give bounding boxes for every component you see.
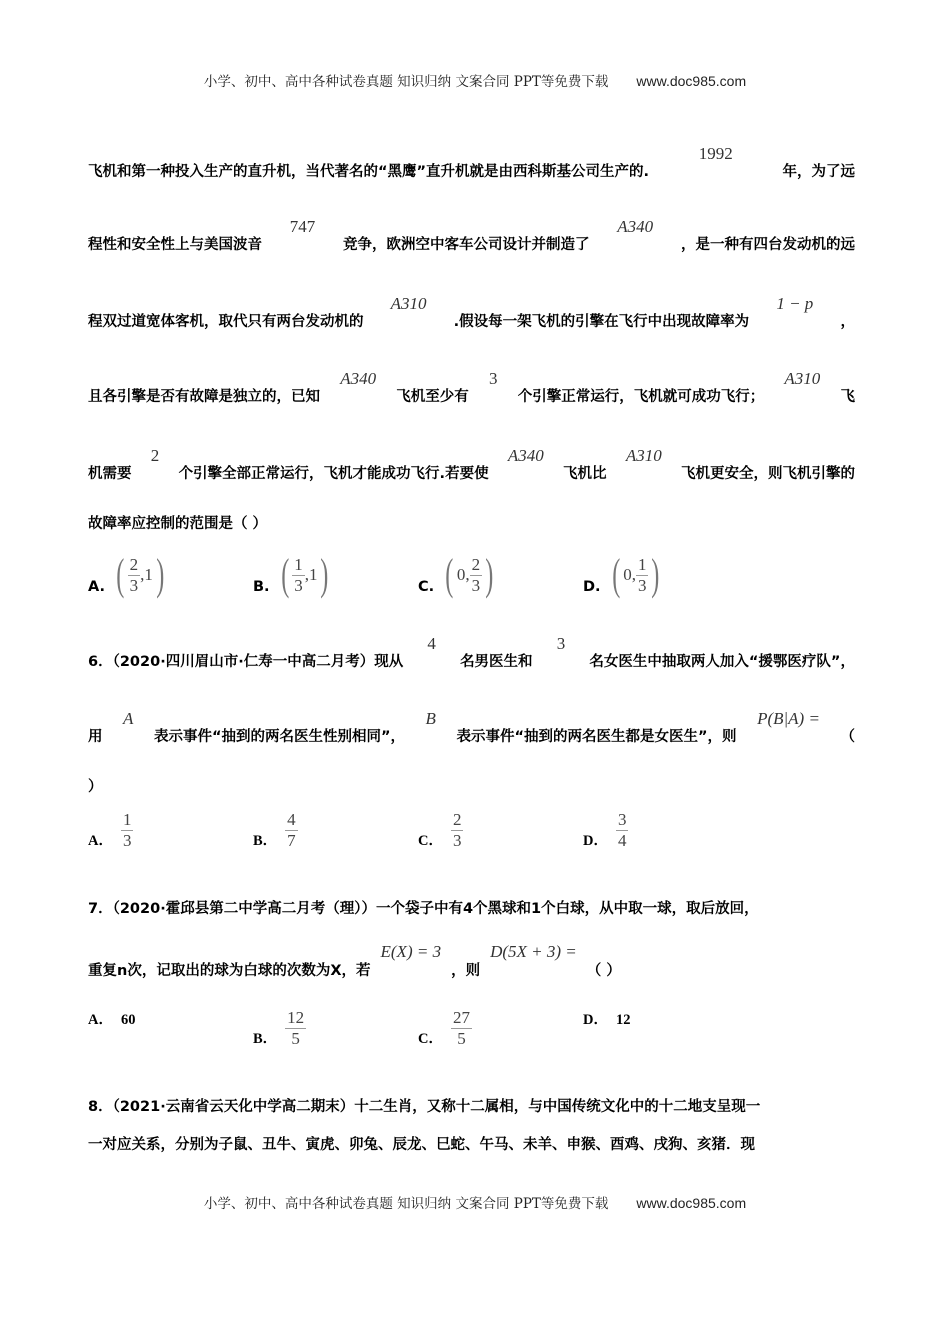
option-label: D． bbox=[583, 833, 608, 849]
text-segment: 飞机至少有 bbox=[396, 389, 469, 405]
answer-option[interactable] bbox=[88, 550, 168, 599]
denominator: 3 bbox=[129, 576, 139, 595]
text-segment: 表示事件“抽到的两名医生都是女医生”，则 bbox=[456, 729, 737, 745]
text-segment: 名男医生和 bbox=[460, 654, 533, 670]
math-expression: A340 bbox=[617, 217, 654, 236]
numerator: 4 bbox=[287, 810, 296, 829]
denominator: 3 bbox=[471, 576, 481, 595]
math-expression: 1992 bbox=[698, 144, 733, 163]
option-value: 12 bbox=[615, 1012, 631, 1028]
text-line bbox=[88, 1135, 855, 1155]
math-expression: B bbox=[425, 709, 436, 728]
page-footer bbox=[0, 1192, 950, 1212]
header-text: 小学、初中、高中各种试卷真题 知识归纳 文案合同 PPT等免费下载 bbox=[203, 74, 609, 90]
numerator: 2 bbox=[129, 555, 139, 574]
numerator: 1 bbox=[122, 810, 132, 829]
text-segment: 竞争，欧洲空中客车公司设计并制造了 bbox=[343, 237, 590, 253]
text-segment: 个引擎正常运行，飞机就可成功飞行； bbox=[517, 389, 765, 405]
text-segment: 飞机和第一种投入生产的直升机，当代著名的“黑鹰”直升机就是由西科斯基公司生产的. bbox=[88, 164, 650, 180]
option-label: B． bbox=[253, 833, 278, 849]
denominator: 5 bbox=[457, 1029, 466, 1048]
fraction bbox=[285, 810, 298, 850]
math-expression: P(B|A) = bbox=[757, 709, 820, 728]
interval-left: 0, bbox=[623, 565, 636, 584]
text-segment: 7．（2020·霍邱县第二中学高二月考（理））一个袋子中有4个黑球和1个白球，从中取一球，取后放回， bbox=[88, 901, 759, 917]
text-segment: 且各引擎是否有故障是独立的，已知 bbox=[88, 389, 320, 405]
text-segment: 飞机比 bbox=[563, 466, 607, 482]
answer-option[interactable] bbox=[583, 1008, 630, 1029]
answer-option[interactable] bbox=[418, 810, 463, 850]
math-expression: 3 bbox=[489, 369, 498, 388]
interval-expression bbox=[113, 550, 168, 599]
right-paren: ) bbox=[320, 550, 329, 599]
denominator: 3 bbox=[122, 831, 132, 850]
fraction bbox=[636, 555, 649, 595]
right-paren: ) bbox=[485, 550, 494, 599]
answer-option[interactable] bbox=[418, 550, 497, 599]
text-line bbox=[88, 1097, 855, 1117]
math-expression: A340 bbox=[340, 369, 377, 388]
option-label: A． bbox=[88, 1012, 113, 1028]
text-segment: 程双过道宽体客机，取代只有两台发动机的 bbox=[88, 314, 364, 330]
numerator: 3 bbox=[617, 810, 627, 829]
text-line bbox=[88, 709, 855, 747]
answer-option[interactable] bbox=[253, 1008, 306, 1048]
fraction bbox=[285, 1008, 306, 1048]
option-label: B. bbox=[253, 579, 270, 595]
denominator: 4 bbox=[617, 831, 627, 850]
interval-left: 0, bbox=[456, 565, 470, 584]
math-expression: 2 bbox=[150, 446, 160, 465]
math-expression: E(X) = 3 bbox=[380, 942, 442, 961]
numerator: 1 bbox=[294, 555, 303, 574]
numerator: 2 bbox=[452, 810, 462, 829]
option-label: A. bbox=[88, 579, 105, 595]
text-line bbox=[88, 446, 855, 484]
interval-expression bbox=[609, 550, 664, 599]
text-segment: 个引擎全部正常运行，飞机才能成功飞行.若要使 bbox=[178, 466, 489, 482]
text-line bbox=[88, 144, 855, 182]
text-line bbox=[88, 514, 855, 534]
numerator: 2 bbox=[471, 555, 481, 574]
fraction bbox=[121, 810, 134, 850]
fraction bbox=[616, 810, 629, 850]
right-paren: ) bbox=[156, 550, 165, 599]
page-header bbox=[0, 70, 950, 90]
left-paren: ( bbox=[611, 550, 620, 599]
denominator: 3 bbox=[294, 576, 303, 595]
denominator: 3 bbox=[452, 831, 462, 850]
denominator: 7 bbox=[287, 831, 296, 850]
fraction bbox=[292, 555, 305, 595]
interval-right: ,1 bbox=[304, 565, 318, 584]
text-segment: ，是一种有四台发动机的远 bbox=[680, 237, 855, 253]
answer-option[interactable] bbox=[583, 550, 663, 599]
text-line bbox=[88, 369, 855, 407]
text-line bbox=[88, 294, 855, 332]
text-segment: （ bbox=[840, 729, 855, 745]
math-expression: 1 − p bbox=[776, 294, 814, 313]
answer-option[interactable] bbox=[88, 810, 133, 850]
text-segment: 飞机更安全，则飞机引擎的 bbox=[680, 466, 855, 482]
text-segment: 故障率应控制的范围是（ ） bbox=[88, 516, 268, 532]
left-paren: ( bbox=[116, 550, 125, 599]
math-expression: 747 bbox=[289, 217, 316, 236]
right-paren: ) bbox=[651, 550, 660, 599]
denominator: 5 bbox=[291, 1029, 300, 1048]
text-line bbox=[88, 899, 855, 919]
math-expression: A bbox=[123, 709, 134, 728]
option-value: 60 bbox=[120, 1012, 136, 1028]
text-segment: ，则 bbox=[451, 963, 481, 979]
numerator: 12 bbox=[287, 1008, 305, 1027]
answer-option[interactable] bbox=[88, 1008, 135, 1029]
fraction bbox=[451, 810, 464, 850]
text-line bbox=[88, 217, 855, 255]
math-expression: A310 bbox=[784, 369, 821, 388]
text-segment: 名女医生中抽取两人加入“援鄂医疗队”， bbox=[589, 654, 855, 670]
text-segment: 8．（2021·云南省云天化中学高二期末）十二生肖，又称十二属相，与中国传统文化中的十二地支呈现一 bbox=[88, 1099, 761, 1115]
left-paren: ( bbox=[445, 550, 454, 599]
interval-expression bbox=[278, 550, 333, 599]
math-expression: A310 bbox=[390, 294, 427, 313]
footer-text: 小学、初中、高中各种试卷真题 知识归纳 文案合同 PPT等免费下载 bbox=[203, 1196, 609, 1212]
option-label: C． bbox=[418, 833, 443, 849]
text-segment: 重复n次，记取出的球为白球的次数为X，若 bbox=[88, 963, 371, 979]
text-segment: 飞 bbox=[840, 389, 855, 405]
header-url[interactable]: www.doc985.com bbox=[636, 73, 747, 89]
footer-url[interactable]: www.doc985.com bbox=[636, 1195, 747, 1211]
math-expression: 4 bbox=[427, 634, 436, 653]
answer-option[interactable] bbox=[253, 810, 298, 850]
text-segment: （ ） bbox=[586, 963, 621, 979]
math-expression: 3 bbox=[556, 634, 566, 653]
option-label: A． bbox=[88, 833, 113, 849]
text-segment: 年，为了远 bbox=[782, 164, 855, 180]
text-segment: 机需要 bbox=[88, 466, 132, 482]
answer-option[interactable] bbox=[583, 810, 628, 850]
math-expression: A310 bbox=[625, 446, 662, 465]
option-label: C. bbox=[418, 579, 435, 595]
option-label: B． bbox=[253, 1031, 278, 1047]
fraction bbox=[470, 555, 483, 595]
text-segment: 用 bbox=[88, 729, 103, 745]
text-segment: 6．（2020·四川眉山市·仁寿一中高二月考）现从 bbox=[88, 654, 404, 670]
numerator: 27 bbox=[452, 1008, 470, 1027]
fraction bbox=[128, 555, 141, 595]
text-segment: .假设每一架飞机的引擎在飞行中出现故障率为 bbox=[453, 314, 750, 330]
answer-option[interactable] bbox=[418, 1008, 472, 1048]
option-label: D. bbox=[583, 579, 601, 595]
text-line bbox=[88, 634, 855, 672]
text-segment: 一对应关系，分别为子鼠、丑牛、寅虎、卯兔、辰龙、巳蛇、午马、未羊、申猴、酉鸡、戌狗、亥猪．现 bbox=[88, 1137, 755, 1153]
text-segment: 表示事件“抽到的两名医生性别相同”， bbox=[153, 729, 406, 745]
option-label: C． bbox=[418, 1031, 443, 1047]
left-paren: ( bbox=[280, 550, 289, 599]
math-expression: A340 bbox=[507, 446, 544, 465]
option-label: D． bbox=[583, 1012, 608, 1028]
text-segment: 程性和安全性上与美国波音 bbox=[88, 237, 262, 253]
interval-right: ,1 bbox=[140, 565, 153, 584]
fraction bbox=[451, 1008, 472, 1048]
text-segment: ） bbox=[88, 779, 103, 795]
text-line bbox=[88, 777, 855, 797]
text-line bbox=[88, 942, 855, 981]
text-segment: ， bbox=[840, 314, 855, 330]
numerator: 1 bbox=[637, 555, 647, 574]
answer-option[interactable] bbox=[253, 550, 332, 599]
denominator: 3 bbox=[637, 576, 647, 595]
math-expression: D(5X + 3) = bbox=[490, 942, 577, 961]
interval-expression bbox=[442, 550, 497, 599]
